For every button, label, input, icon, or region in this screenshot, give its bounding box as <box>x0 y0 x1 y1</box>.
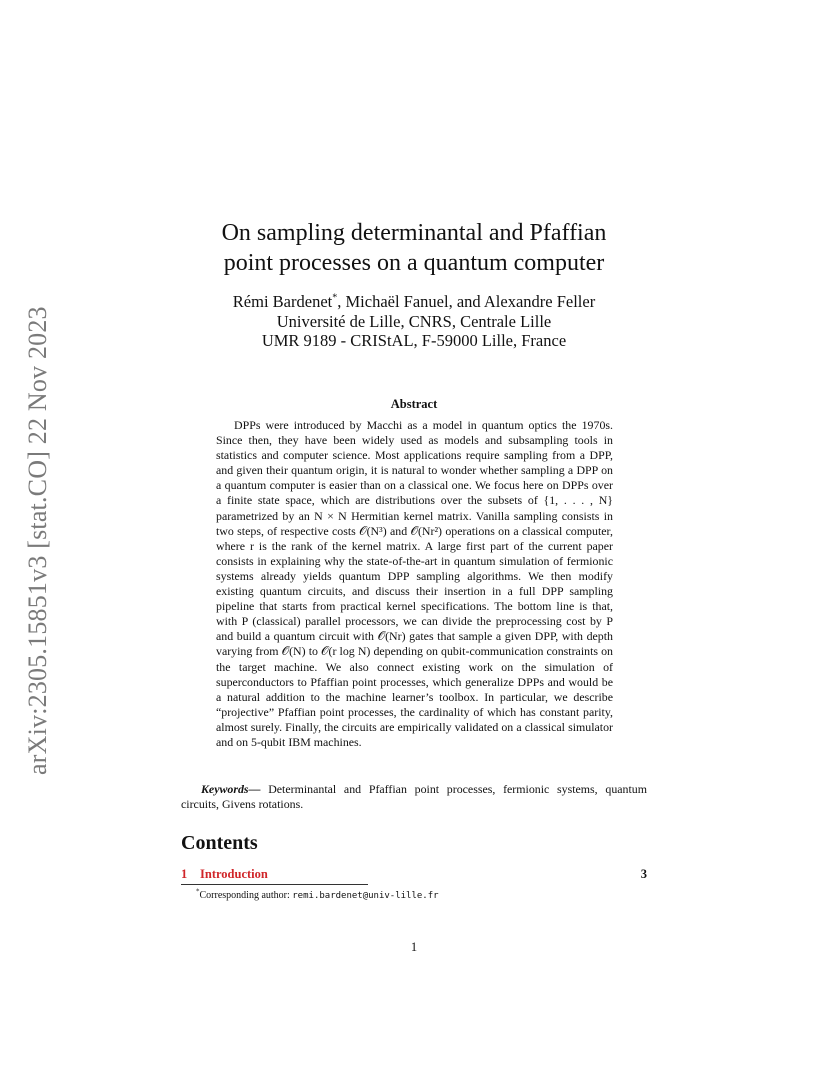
keywords-paragraph <box>181 782 647 812</box>
author-names <box>150 292 678 312</box>
keywords-label: Keywords— <box>201 782 261 796</box>
paper-title-line-2: point processes on a quantum computer <box>223 250 605 276</box>
abstract-heading: Abstract <box>390 397 438 411</box>
author-names-rest: , Michaël Fanuel, and Alexandre Feller <box>337 292 596 311</box>
toc-entry-page: 3 <box>640 867 647 881</box>
toc-entry-number[interactable]: 1 <box>181 867 188 881</box>
paper-title <box>150 218 678 278</box>
author-block <box>150 292 678 351</box>
footnote-mark: * <box>196 887 200 896</box>
author-affiliation-2: UMR 9189 - CRIStAL, F-59000 Lille, France <box>261 331 567 350</box>
author-names-first: Rémi Bardenet <box>232 292 333 311</box>
footnote <box>196 889 439 903</box>
author-footnote-mark[interactable]: * <box>332 292 338 304</box>
arxiv-identifier-stamp: arXiv:2305.15851v3 [stat.CO] 22 Nov 2023 <box>23 306 52 775</box>
paper-title-line-1: On sampling determinantal and Pfaffian <box>221 220 607 246</box>
abstract-text: DPPs were introduced by Macchi as a model in quantum optics the 1970s. Since then, they have been widely used as models and subsampling tools in statistics and computer science. Most applications require sampling from a DPP, and given their quantum origin, it is natural to wonder whether sampling a DPP on a quantum computer is easier than on a classical one. We focus here on DPPs over a finite state space, which are distributions over the subsets of {1, . . . , N} parametrized by an N × N Hermitian kernel matrix. Vanilla sampling consists in two steps, of respective costs 𝒪(N³) and 𝒪(Nr²) operations on a classical computer, where r is the rank of the kernel matrix. A large first part of the current paper consists in explaining why the state-of-the-art in quantum simulation of fermionic systems already yields quantum DPP sampling algorithms. We then modify existing quantum circuits, and discuss their insertion in a full DPP sampling pipeline that starts from practical kernel specifications. The bottom line is that, with P (classical) parallel processors, we can divide the preprocessing cost by P and build a quantum circuit with 𝒪(Nr) gates that sample a given DPP, with depth varying from 𝒪(N) to 𝒪(r log N) depending on qubit-communication constraints on the target machine. We also connect existing work on the simulation of superconductors to Pfaffian point processes, which generalize DPPs and would be a natural addition to the machine learner’s toolbox. In particular, we describe “projective” Pfaffian point processes, the cardinality of which has constant parity, almost surely. Finally, the circuits are empirically validated on a classical simulator and on 5-qubit IBM machines. <box>216 418 613 749</box>
page-number: 1 <box>410 940 418 954</box>
toc-entry-link[interactable]: Introduction <box>200 867 268 881</box>
keywords-text: Determinantal and Pfaffian point processes, fermionic systems, quantum circuits, Givens rotations. <box>181 782 647 812</box>
toc-entry-introduction[interactable] <box>181 866 647 882</box>
footnote-text: Corresponding author: <box>199 890 293 901</box>
footnote-email[interactable]: remi.bardenet@univ-lille.fr <box>292 891 439 901</box>
author-affiliation-1: Université de Lille, CNRS, Centrale Lille <box>276 311 552 331</box>
contents-heading: Contents <box>181 832 258 854</box>
footnote-divider <box>181 884 368 885</box>
